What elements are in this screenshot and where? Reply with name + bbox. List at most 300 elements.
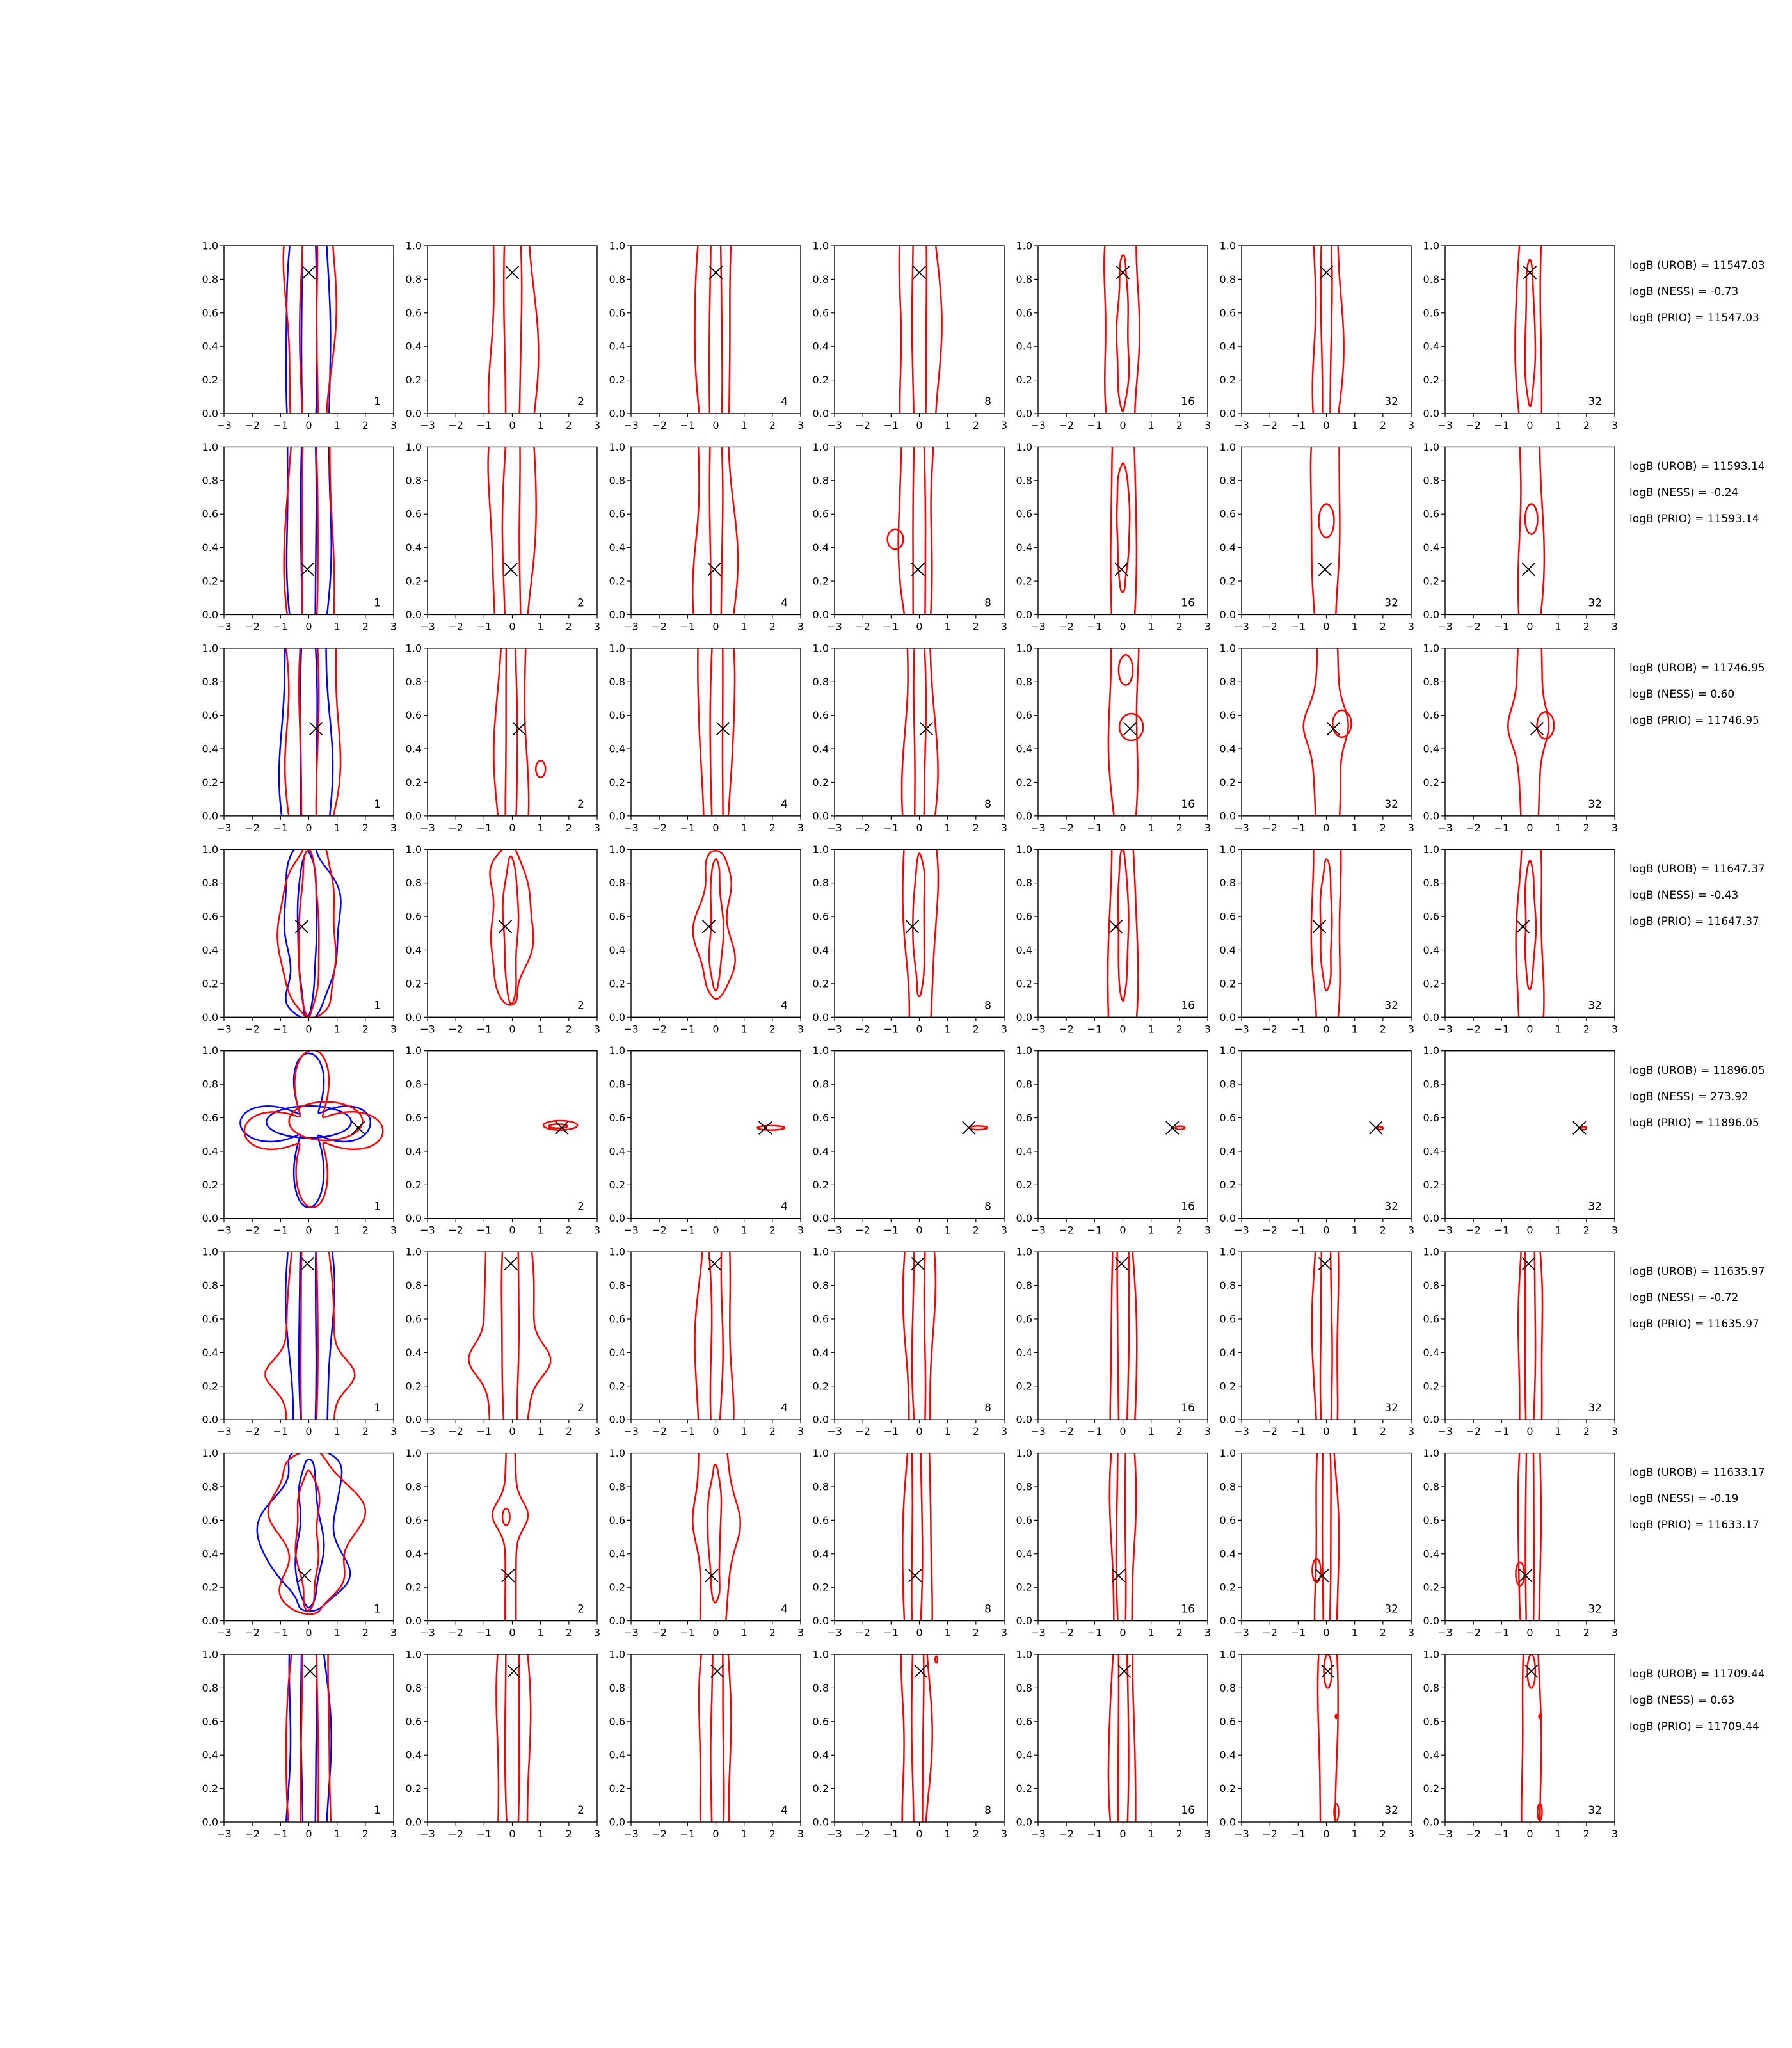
reference-contour [301, 1553, 317, 1923]
y-tick-label: 0.6 [1219, 1313, 1236, 1325]
x-tick-label: 3 [390, 1828, 397, 1841]
y-tick-label: 0.6 [812, 1313, 829, 1325]
contour-layer [1318, 1565, 1339, 1910]
x-tick-label: 3 [1204, 1224, 1212, 1236]
y-tick-label: 1.0 [405, 1447, 422, 1460]
x-tick-label: 2 [972, 1828, 979, 1841]
x-tick-label: 1 [537, 821, 544, 834]
posterior-contour [710, 1565, 724, 1912]
y-tick-label: 0.8 [202, 1279, 218, 1292]
y-tick-label: 1.0 [1219, 1447, 1236, 1460]
y-tick-label: 0.0 [609, 1413, 625, 1426]
y-tick-label: 0.6 [609, 910, 625, 923]
y-tick-label: 0.4 [812, 1748, 829, 1761]
contour-layer [969, 1126, 987, 1130]
y-tick-label: 0.4 [202, 541, 218, 554]
y-tick-label: 0.6 [202, 1514, 218, 1526]
truth-marker [303, 266, 316, 279]
x-tick-label: −1 [680, 620, 696, 633]
y-tick-label: 0.4 [609, 340, 625, 353]
y-tick-label: 0.2 [202, 977, 218, 990]
x-tick-label: −1 [476, 821, 492, 834]
x-tick-label: 2 [362, 419, 369, 431]
axes-box [1242, 447, 1411, 614]
y-tick-label: 0.6 [405, 307, 422, 319]
panel-count-label: 1 [374, 1804, 381, 1818]
truth-marker [909, 1569, 922, 1582]
x-tick-label: 3 [593, 419, 601, 431]
y-tick-label: 0.4 [1219, 541, 1236, 554]
x-tick-label: −1 [680, 419, 696, 431]
axes-box [428, 1453, 597, 1621]
x-tick-label: 1 [740, 419, 748, 431]
y-tick-label: 0.8 [609, 877, 625, 890]
x-tick-label: −2 [652, 1224, 667, 1236]
y-tick-label: 0.4 [1219, 1346, 1236, 1359]
y-tick-label: 1.0 [1423, 1447, 1439, 1460]
truth-marker [1117, 266, 1130, 279]
x-tick-label: 2 [769, 821, 776, 834]
posterior-contour [490, 845, 534, 1005]
x-tick-label: 2 [565, 419, 572, 431]
y-tick-label: 0.6 [1423, 1112, 1439, 1124]
x-tick-label: −1 [1087, 1626, 1103, 1639]
panel-count-label: 1 [374, 1603, 381, 1616]
panel-r3c7 [1423, 568, 1619, 897]
y-tick-label: 0.2 [609, 1380, 625, 1393]
y-tick-label: 0.0 [1016, 1615, 1032, 1628]
y-tick-label: 1.0 [609, 642, 625, 655]
y-tick-label: 0.4 [812, 1346, 829, 1359]
x-tick-label: −3 [1234, 1425, 1249, 1438]
x-tick-label: −3 [623, 1224, 639, 1236]
x-tick-label: −1 [1494, 1626, 1510, 1639]
y-tick-label: 0.6 [405, 1112, 422, 1124]
x-tick-label: 2 [972, 821, 979, 834]
x-tick-label: 2 [769, 419, 776, 431]
x-tick-label: −2 [855, 1626, 870, 1639]
posterior-contour [969, 1126, 987, 1130]
posterior-contour [265, 1155, 355, 1516]
axes-box [1038, 1252, 1208, 1420]
x-tick-label: 0 [305, 1425, 312, 1438]
y-tick-label: 0.8 [1016, 273, 1032, 285]
truth-marker [504, 563, 517, 576]
truth-marker [310, 723, 323, 735]
y-tick-label: 0.2 [1016, 1380, 1032, 1393]
x-tick-label: −1 [273, 620, 289, 633]
y-tick-label: 0.4 [1423, 742, 1439, 755]
x-tick-label: −1 [680, 1425, 696, 1438]
y-tick-label: 1.0 [609, 440, 625, 453]
panel-r1c3 [609, 140, 804, 520]
y-tick-label: 0.2 [1219, 1581, 1236, 1594]
y-tick-label: 0.8 [1016, 1480, 1032, 1493]
x-tick-label: 0 [509, 1626, 516, 1639]
axes-box [224, 1453, 394, 1621]
axes-box [224, 246, 394, 413]
x-tick-label: −2 [448, 419, 463, 431]
x-tick-label: 2 [565, 821, 572, 834]
x-tick-label: 1 [1555, 1425, 1562, 1438]
y-tick-label: 0.4 [609, 742, 625, 755]
x-tick-label: 3 [1407, 1023, 1415, 1036]
x-tick-label: 2 [1379, 1224, 1386, 1236]
y-tick-label: 0.6 [609, 1313, 625, 1325]
truth-marker [1370, 1121, 1382, 1134]
x-tick-label: −2 [652, 1626, 667, 1639]
x-tick-label: −3 [623, 821, 639, 834]
contour-layer [698, 547, 735, 917]
posterior-contour [1525, 861, 1536, 989]
x-tick-label: −1 [1290, 821, 1306, 834]
x-tick-label: 3 [1611, 1023, 1619, 1036]
posterior-contour [1377, 1126, 1383, 1130]
panel-r4c3 [609, 844, 804, 1036]
y-tick-label: 0.0 [1016, 1413, 1032, 1426]
x-tick-label: −3 [420, 821, 435, 834]
x-tick-label: 1 [944, 1023, 951, 1036]
y-tick-label: 0.8 [202, 1681, 218, 1694]
x-tick-label: 3 [1000, 1425, 1008, 1438]
y-tick-label: 1.0 [609, 1245, 625, 1258]
panel-count-label: 2 [577, 797, 584, 811]
y-tick-label: 1.0 [812, 1245, 829, 1258]
truth-marker [1313, 920, 1325, 933]
x-tick-label: 3 [593, 1626, 601, 1639]
x-tick-label: −3 [1437, 1425, 1453, 1438]
y-tick-label: 0.8 [812, 474, 829, 487]
x-tick-label: −1 [680, 821, 696, 834]
x-tick-label: 2 [362, 1425, 369, 1438]
x-tick-label: −3 [623, 1828, 639, 1841]
x-tick-label: 0 [305, 1828, 312, 1841]
truth-marker [1522, 1257, 1535, 1270]
x-tick-label: 2 [1379, 620, 1386, 633]
y-tick-label: 1.0 [1423, 1245, 1439, 1258]
posterior-contour [935, 1656, 938, 1663]
x-tick-label: 3 [593, 821, 601, 834]
y-tick-label: 0.4 [1016, 742, 1032, 755]
x-tick-label: −3 [420, 419, 435, 431]
posterior-contour [1117, 255, 1129, 411]
x-tick-label: 2 [1379, 821, 1386, 834]
axes-box [1038, 1453, 1208, 1621]
y-tick-label: 1.0 [812, 440, 829, 453]
axes-box [835, 1051, 1004, 1219]
axes-box [1445, 447, 1615, 614]
posterior-contour [899, 352, 934, 710]
x-tick-label: 0 [712, 620, 719, 633]
x-tick-label: 2 [1379, 1626, 1386, 1639]
x-tick-label: 3 [797, 620, 804, 633]
x-tick-label: −3 [216, 620, 232, 633]
axes-box [1242, 246, 1411, 413]
truth-marker [1112, 1569, 1125, 1582]
posterior-contour [888, 529, 904, 550]
contour-layer [488, 142, 538, 517]
y-tick-label: 0.8 [405, 1279, 422, 1292]
y-tick-label: 0.2 [812, 575, 829, 588]
y-tick-label: 0.2 [1423, 374, 1439, 387]
y-tick-label: 0.8 [1016, 1681, 1032, 1694]
axes-box [1242, 849, 1411, 1017]
x-tick-label: 3 [1000, 419, 1008, 431]
x-tick-label: 3 [797, 821, 804, 834]
truth-marker [506, 266, 519, 279]
axes-box [631, 648, 801, 816]
x-tick-label: −3 [1437, 1023, 1453, 1036]
reference-contour [286, 135, 330, 524]
x-tick-label: 0 [305, 1023, 312, 1036]
panel-r1c1 [202, 135, 397, 524]
x-tick-label: −2 [1262, 1626, 1277, 1639]
x-tick-label: −3 [420, 1224, 435, 1236]
contour-layer [1516, 1372, 1541, 1703]
y-tick-label: 1.0 [202, 440, 218, 453]
x-tick-label: 2 [362, 1224, 369, 1236]
x-tick-label: 3 [390, 1224, 397, 1236]
panel-count-label: 16 [1181, 1804, 1195, 1818]
posterior-contour [1515, 156, 1541, 503]
axes-box [1445, 246, 1615, 413]
x-tick-label: 1 [740, 1023, 748, 1036]
reference-contour [266, 1106, 351, 1138]
y-tick-label: 0.4 [1219, 1145, 1236, 1158]
axes-box [835, 447, 1004, 614]
x-tick-label: −2 [1262, 821, 1277, 834]
x-tick-label: 1 [1148, 1023, 1155, 1036]
x-tick-label: 3 [1000, 1224, 1008, 1236]
posterior-contour [1537, 712, 1555, 739]
y-tick-label: 0.0 [405, 1615, 422, 1628]
x-tick-label: 1 [1555, 419, 1562, 431]
posterior-contour [901, 1558, 932, 1918]
panel-count-label: 1 [374, 999, 381, 1012]
x-tick-label: 0 [1323, 821, 1330, 834]
posterior-contour [286, 1551, 332, 1926]
logb-ness-text: logB (NESS) = 273.92 [1629, 1091, 1748, 1103]
y-tick-label: 0.4 [202, 1346, 218, 1359]
axes-box [224, 849, 394, 1017]
x-tick-label: 3 [390, 821, 397, 834]
axes-box [428, 849, 597, 1017]
x-tick-label: −2 [1059, 1023, 1074, 1036]
y-tick-label: 0.6 [1016, 307, 1032, 319]
y-tick-label: 0.6 [812, 1514, 829, 1526]
y-tick-label: 0.6 [1219, 1112, 1236, 1124]
x-tick-label: −1 [1087, 1023, 1103, 1036]
panel-count-label: 32 [1384, 1402, 1398, 1415]
x-tick-label: −2 [855, 419, 870, 431]
y-tick-label: 0.2 [609, 1782, 625, 1795]
x-tick-label: −2 [244, 419, 260, 431]
x-tick-label: 2 [1583, 821, 1590, 834]
y-tick-label: 0.4 [812, 943, 829, 956]
panel-r2c7 [1423, 356, 1619, 706]
panel-count-label: 1 [374, 797, 381, 811]
axes-box [631, 447, 801, 614]
x-tick-label: 1 [944, 419, 951, 431]
x-tick-label: 3 [797, 419, 804, 431]
x-tick-label: −2 [244, 1425, 260, 1438]
logb-urob-text: logB (UROB) = 11547.03 [1629, 259, 1765, 272]
x-tick-label: −2 [244, 1828, 260, 1841]
x-tick-label: 0 [1119, 1425, 1126, 1438]
reference-contour [301, 343, 317, 719]
x-tick-label: −2 [448, 1828, 463, 1841]
x-tick-label: 0 [712, 1828, 719, 1841]
x-tick-label: 1 [1351, 419, 1358, 431]
panel-count-label: 32 [1588, 1200, 1602, 1213]
y-tick-label: 0.8 [812, 273, 829, 285]
x-tick-label: 3 [1000, 1626, 1008, 1639]
x-tick-label: −2 [448, 620, 463, 633]
x-tick-label: 2 [769, 1425, 776, 1438]
y-tick-label: 0.2 [609, 1581, 625, 1594]
y-tick-label: 0.0 [812, 810, 829, 822]
x-tick-label: 0 [305, 620, 312, 633]
y-tick-label: 0.4 [202, 742, 218, 755]
y-tick-label: 0.0 [609, 1615, 625, 1628]
x-tick-label: 2 [972, 620, 979, 633]
axes-box [835, 246, 1004, 413]
x-tick-label: 3 [1204, 620, 1212, 633]
logb-urob-text: logB (UROB) = 11635.97 [1629, 1265, 1765, 1278]
panel-count-label: 2 [577, 1603, 584, 1616]
panel-r4c2 [406, 844, 601, 1036]
posterior-contour [1581, 1126, 1587, 1130]
x-tick-label: −3 [216, 1023, 232, 1036]
y-tick-label: 0.0 [1016, 810, 1032, 822]
x-tick-label: −1 [883, 1626, 899, 1639]
panel-count-label: 32 [1588, 1603, 1602, 1616]
x-tick-label: 3 [797, 1425, 804, 1438]
panel-count-label: 4 [781, 797, 788, 811]
x-tick-label: −1 [1087, 821, 1103, 834]
y-tick-label: 0.4 [812, 742, 829, 755]
contour-layer [490, 845, 534, 1005]
y-tick-label: 0.4 [609, 1548, 625, 1560]
y-tick-label: 0.0 [405, 1011, 422, 1023]
panel-count-label: 8 [984, 396, 991, 408]
y-tick-label: 1.0 [202, 1447, 218, 1460]
y-tick-label: 0.8 [1423, 675, 1439, 688]
y-tick-label: 0.0 [609, 1011, 625, 1023]
panel-r4c6 [1220, 768, 1415, 1099]
y-tick-label: 0.0 [405, 1212, 422, 1225]
y-tick-label: 0.2 [1219, 977, 1236, 990]
x-tick-label: 1 [1555, 620, 1562, 633]
axes-box [835, 648, 1004, 816]
panel-r7c6 [1220, 1368, 1415, 1707]
reference-contour [240, 1053, 371, 1208]
y-tick-label: 1.0 [1219, 1044, 1236, 1057]
x-tick-label: −1 [1494, 1023, 1510, 1036]
truth-marker [513, 723, 526, 735]
x-tick-label: 2 [1176, 419, 1183, 431]
x-tick-label: −2 [1466, 821, 1481, 834]
contour-layer [1518, 356, 1544, 706]
x-tick-label: 3 [390, 1023, 397, 1036]
x-tick-label: −2 [1466, 1023, 1481, 1036]
y-tick-label: 0.2 [812, 1782, 829, 1795]
contour-layer [757, 1126, 784, 1130]
y-tick-label: 0.8 [202, 474, 218, 487]
y-tick-label: 0.8 [812, 1078, 829, 1091]
y-tick-label: 0.6 [202, 709, 218, 722]
x-tick-label: 2 [1379, 419, 1386, 431]
x-tick-label: −1 [1494, 419, 1510, 431]
logb-prio-text: logB (PRIO) = 11633.17 [1629, 1519, 1759, 1532]
x-tick-label: −2 [855, 1023, 870, 1036]
x-tick-label: 1 [1148, 1425, 1155, 1438]
axes-box [1038, 849, 1208, 1017]
truth-marker [301, 1257, 314, 1270]
axes-box [1445, 849, 1615, 1017]
x-tick-label: 1 [537, 620, 544, 633]
posterior-contour [692, 343, 738, 719]
x-tick-label: −3 [1234, 1023, 1249, 1036]
panel-count-label: 16 [1181, 797, 1195, 811]
x-tick-label: −2 [244, 1626, 260, 1639]
y-tick-label: 0.4 [812, 1145, 829, 1158]
posterior-contour [695, 140, 732, 520]
x-tick-label: 3 [1000, 620, 1008, 633]
x-tick-label: 3 [1407, 1425, 1415, 1438]
y-tick-label: 0.8 [609, 474, 625, 487]
y-tick-label: 1.0 [1016, 642, 1032, 655]
y-tick-label: 1.0 [609, 843, 625, 856]
y-tick-label: 0.8 [1219, 273, 1236, 285]
y-tick-label: 0.6 [609, 709, 625, 722]
x-tick-label: 0 [1323, 1626, 1330, 1639]
y-tick-label: 0.8 [1219, 1279, 1236, 1292]
y-tick-label: 0.4 [1016, 1346, 1032, 1359]
posterior-contour [1508, 568, 1549, 897]
y-tick-label: 0.6 [202, 1313, 218, 1325]
x-tick-label: −3 [623, 1626, 639, 1639]
panel-count-label: 1 [374, 1402, 381, 1415]
x-tick-label: 1 [1148, 419, 1155, 431]
x-tick-label: 2 [769, 1224, 776, 1236]
x-tick-label: 0 [1526, 620, 1533, 633]
panel-r1c5 [1016, 156, 1212, 504]
contour-layer [1508, 568, 1554, 897]
y-tick-label: 0.8 [1219, 1078, 1236, 1091]
x-tick-label: 2 [972, 1023, 979, 1036]
truth-marker [1573, 1121, 1586, 1134]
y-tick-label: 0.6 [609, 307, 625, 319]
contour-layer [1518, 1171, 1542, 1500]
panel-r5c7 [1423, 1044, 1619, 1236]
y-tick-label: 0.6 [405, 709, 422, 722]
contour-layer [496, 1556, 531, 1919]
contour-layer [692, 343, 738, 719]
y-tick-label: 1.0 [1219, 1648, 1236, 1661]
x-tick-label: −3 [1030, 1224, 1046, 1236]
x-tick-label: −2 [855, 1425, 870, 1438]
x-tick-label: 1 [944, 1626, 951, 1639]
y-tick-label: 0.2 [812, 1178, 829, 1191]
x-tick-label: −2 [448, 821, 463, 834]
y-tick-label: 1.0 [609, 1648, 625, 1661]
x-tick-label: 1 [740, 1828, 748, 1841]
y-tick-label: 0.0 [1423, 1615, 1439, 1628]
y-tick-label: 1.0 [405, 1044, 422, 1057]
y-tick-label: 0.8 [1423, 877, 1439, 890]
y-tick-label: 0.4 [609, 1346, 625, 1359]
